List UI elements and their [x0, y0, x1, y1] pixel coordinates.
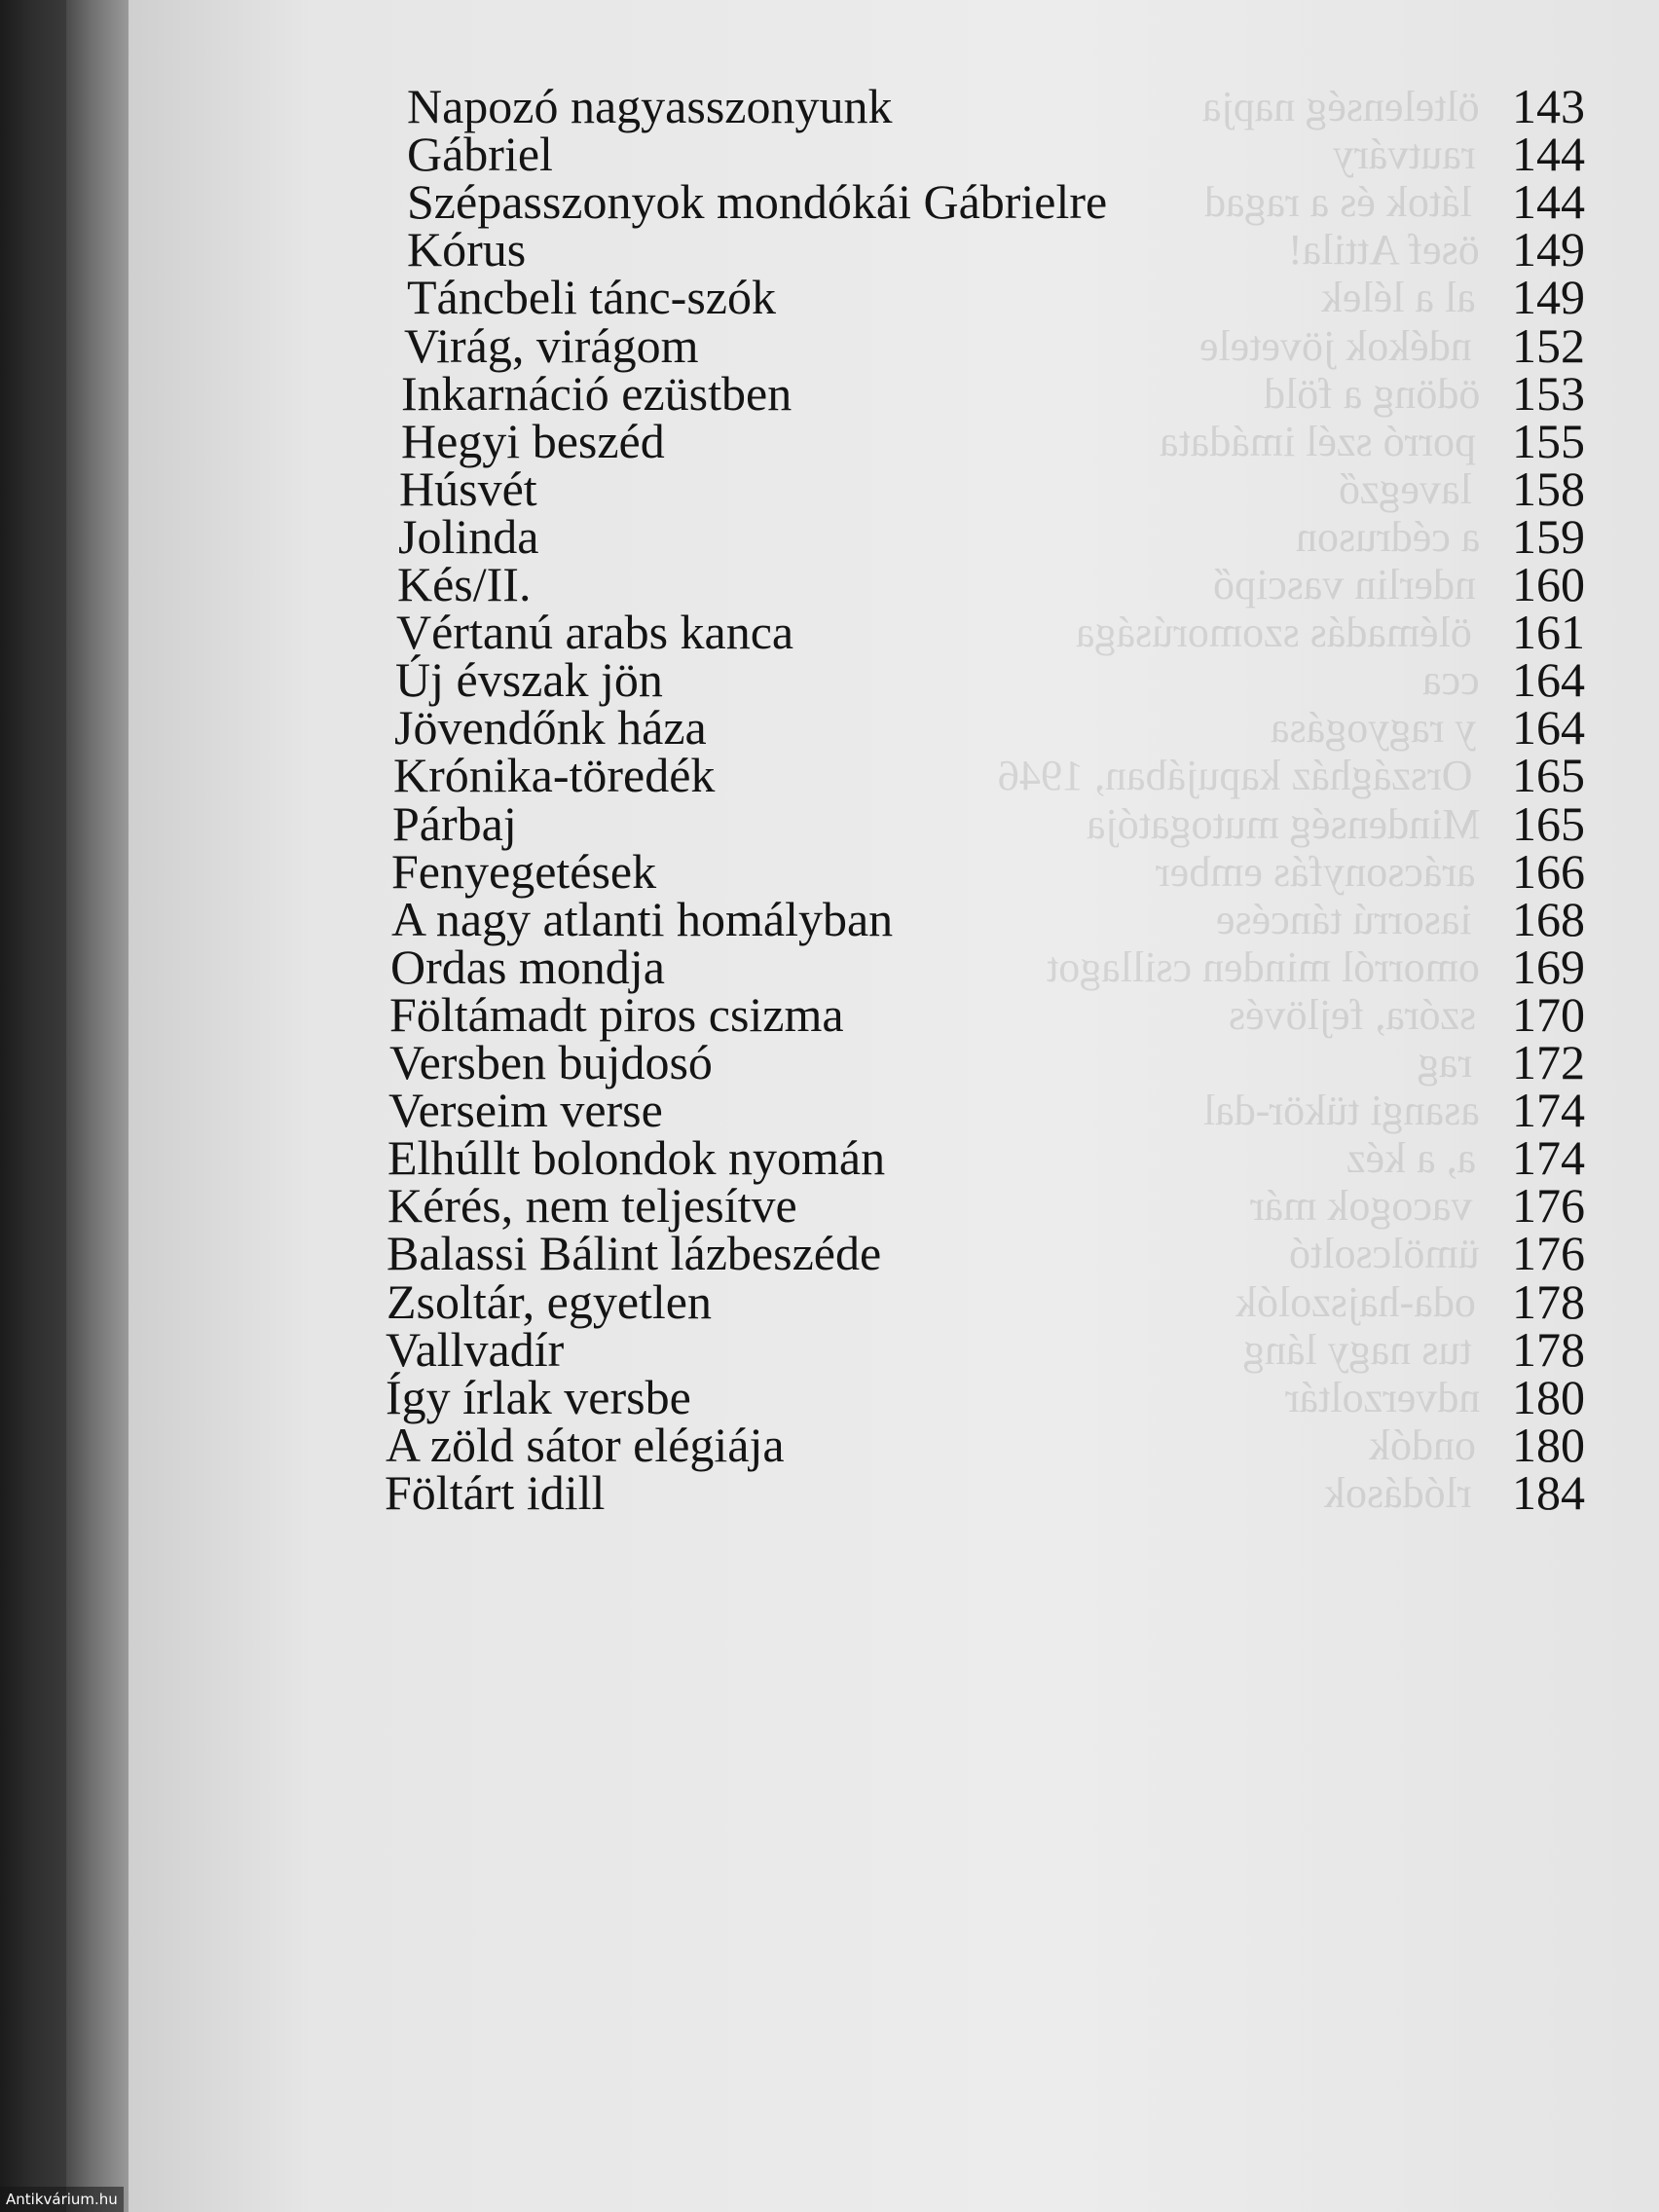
- toc-entry-title: Verseim verse: [388, 1083, 663, 1138]
- toc-entry-page-number: 176: [1512, 1178, 1585, 1234]
- toc-entry-title: Balassi Bálint lázbeszéde: [387, 1226, 882, 1281]
- toc-entry-page-number: 161: [1512, 605, 1585, 660]
- watermark: Antikvárium.hu: [0, 2187, 124, 2212]
- toc-entry-title: A zöld sátor elégiája: [386, 1417, 785, 1472]
- toc-entry-title: Föltárt idill: [385, 1464, 606, 1520]
- toc-entry-page-number: 165: [1512, 795, 1585, 851]
- toc-entry-page-number: 174: [1512, 1083, 1585, 1138]
- toc-entry-page-number: 143: [1512, 79, 1585, 133]
- toc-entry-title: Hegyi beszéd: [401, 413, 665, 468]
- toc-entry-page-number: 160: [1512, 557, 1585, 611]
- toc-entry-page-number: 149: [1512, 270, 1585, 325]
- toc-entry-title: Versben bujdosó: [389, 1035, 713, 1089]
- toc-entry-title: Húsvét: [399, 461, 537, 516]
- toc-entry-page-number: 159: [1512, 508, 1585, 564]
- toc-entry-title: Kórus: [407, 222, 527, 277]
- toc-entry-page-number: 158: [1512, 461, 1585, 516]
- toc-entry-page-number: 164: [1512, 700, 1585, 756]
- toc-entry-page-number: 149: [1512, 222, 1585, 277]
- toc-entry-title: Gábriel: [407, 127, 553, 182]
- toc-entry-page-number: 144: [1512, 174, 1585, 230]
- toc-entry: [385, 1458, 1585, 1527]
- toc-entry-title: Kés/II.: [397, 557, 532, 611]
- toc-entry-page-number: 169: [1512, 939, 1585, 994]
- toc-entry-title: Párbaj: [392, 795, 517, 851]
- toc-entry-page-number: 144: [1512, 127, 1585, 182]
- toc-entry-page-number: 174: [1512, 1130, 1585, 1186]
- toc-entry-page-number: 166: [1512, 843, 1585, 899]
- toc-entry-page-number: 176: [1512, 1226, 1585, 1281]
- toc-entry-title: Krónika-töredék: [393, 748, 716, 803]
- toc-entry-title: Ordas mondja: [390, 939, 665, 994]
- toc-entry-page-number: 178: [1512, 1321, 1585, 1377]
- toc-entry-title: Kérés, nem teljesítve: [387, 1178, 797, 1234]
- toc-entry-page-number: 164: [1512, 652, 1585, 708]
- toc-entry-title: Napozó nagyasszonyunk: [407, 79, 893, 133]
- toc-entry-page-number: 153: [1512, 365, 1585, 421]
- toc-entry-title: Virág, virágom: [404, 317, 699, 373]
- toc-entry-title: Így írlak versbe: [386, 1369, 691, 1424]
- toc-entry-title: Zsoltár, egyetlen: [387, 1273, 712, 1329]
- toc-entry-page-number: 152: [1512, 317, 1585, 373]
- toc-entry-page-number: 155: [1512, 413, 1585, 468]
- toc-entry-page-number: 165: [1512, 748, 1585, 803]
- toc-entry-title: Fenyegetések: [391, 843, 657, 899]
- toc-entry-title: Táncbeli tánc-szók: [407, 270, 776, 325]
- toc-entry-title: Új évszak jön: [395, 652, 663, 708]
- toc-entry-title: Vértanú arabs kanca: [396, 605, 794, 660]
- toc-entry-page-number: 178: [1512, 1273, 1585, 1329]
- toc-entry-title: Föltámadt piros csizma: [389, 986, 844, 1042]
- toc-entry-title: Jolinda: [398, 508, 539, 564]
- toc-entry-page-number: 180: [1512, 1417, 1585, 1472]
- toc-entry-title: Jövendőnk háza: [394, 700, 707, 756]
- toc-entry-title: Szépasszonyok mondókái Gábrielre: [407, 174, 1108, 230]
- toc-entry-page-number: 168: [1512, 891, 1585, 946]
- toc-entry-title: A nagy atlanti homályban: [391, 891, 894, 946]
- toc-entry-page-number: 172: [1512, 1035, 1585, 1089]
- toc-entry-page-number: 170: [1512, 986, 1585, 1042]
- toc-entry-title: Vallvadír: [386, 1321, 565, 1377]
- toc-entry-title: Elhúllt bolondok nyomán: [387, 1130, 886, 1186]
- toc-entry-page-number: 180: [1512, 1369, 1585, 1424]
- toc-entry-title: Inkarnáció ezüstben: [401, 365, 793, 421]
- toc-entry-page-number: 184: [1512, 1464, 1585, 1520]
